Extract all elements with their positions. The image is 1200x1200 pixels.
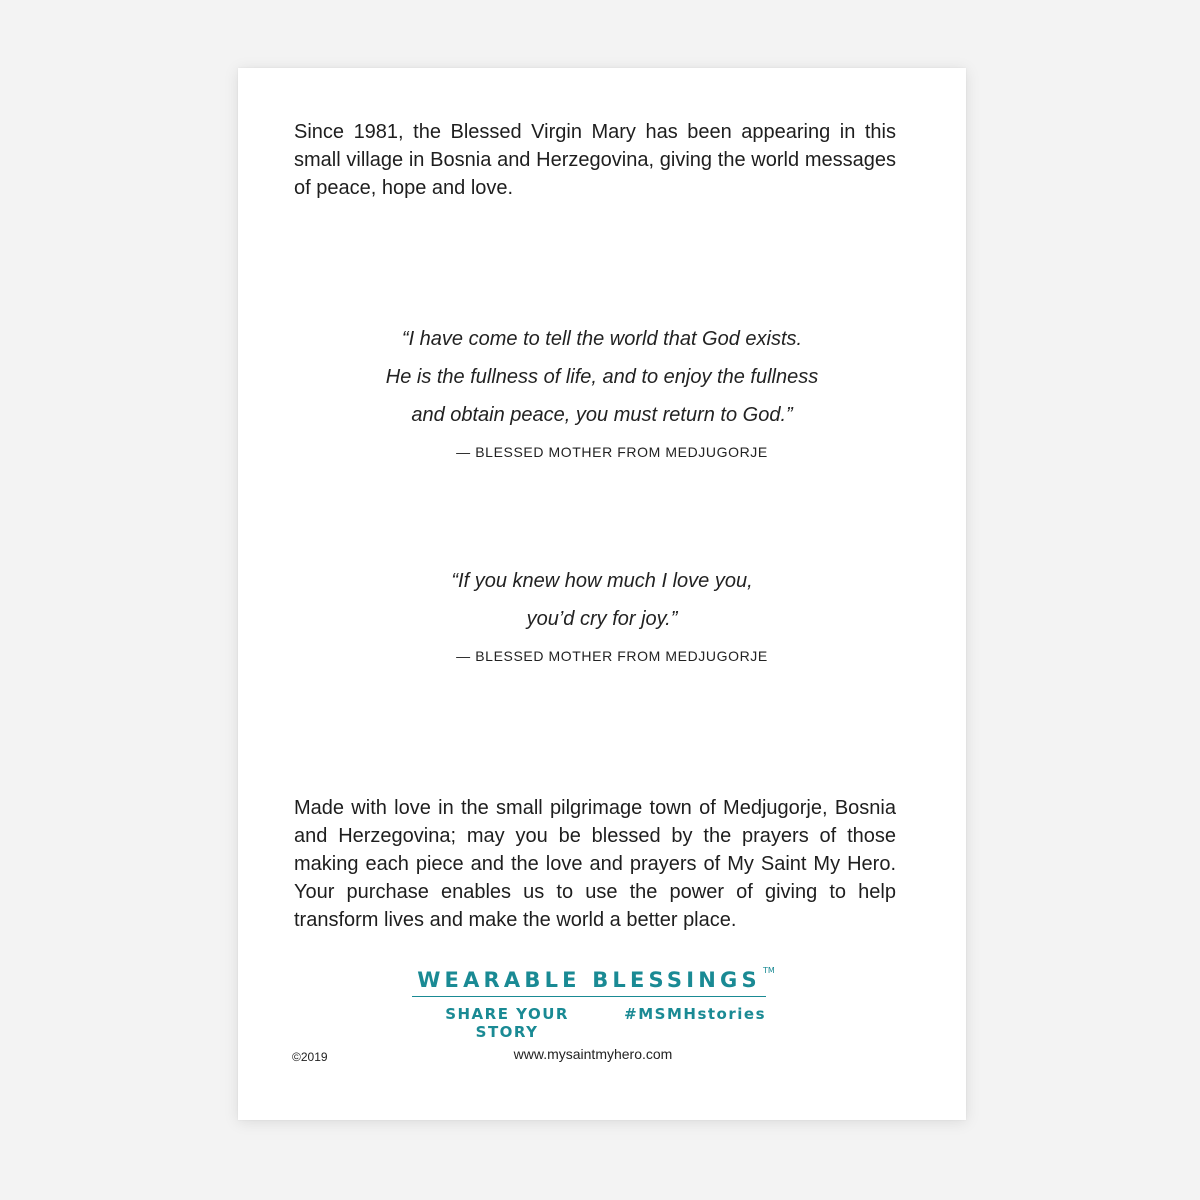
- quote-1-line-3: and obtain peace, you must return to God.”: [411, 404, 793, 426]
- prayer-card: [238, 68, 966, 1120]
- quote-2-attribution: — BLESSED MOTHER FROM MEDJUGORJE: [456, 648, 768, 664]
- brand-title: [417, 966, 775, 992]
- website-url: www.mysaintmyhero.com: [513, 1046, 673, 1062]
- brand-divider: [412, 996, 766, 997]
- brand-logo: [412, 966, 775, 1041]
- brand-subtitle: [412, 1005, 766, 1041]
- copyright: ©2019: [292, 1050, 328, 1064]
- quote-2-line-1: “If you knew how much I love you,: [451, 570, 753, 592]
- quote-1-line-1: “I have come to tell the world that God exists.: [401, 328, 803, 350]
- quote-1-line-2: He is the fullness of life, and to enjoy the fullness: [385, 366, 819, 388]
- brand-hashtag: #MSMHstories: [624, 1005, 766, 1023]
- quote-1-attribution: — BLESSED MOTHER FROM MEDJUGORJE: [456, 444, 768, 460]
- brand-title-text: WEARABLE BLESSINGS: [417, 968, 761, 992]
- quote-1: [238, 320, 966, 460]
- closing-paragraph: Made with love in the small pilgrimage town of Medjugorje, Bosnia and Herzegovina; may you be blessed by the prayers of those making each piece and the love and prayers of My Saint My Hero. Your purchase enables us to use the power of giving to help transform lives and make the world a better place.: [294, 797, 896, 931]
- quote-2-line-2: you’d cry for joy.”: [526, 608, 678, 630]
- trademark-mark: TM: [763, 966, 775, 975]
- brand-subtitle-story: SHARE YOUR STORY: [445, 1005, 569, 1041]
- intro-paragraph: Since 1981, the Blessed Virgin Mary has been appearing in this small village in Bosnia and Herzegovina, giving the world messages of peace, hope and love.: [294, 121, 896, 199]
- quote-2: [238, 562, 966, 664]
